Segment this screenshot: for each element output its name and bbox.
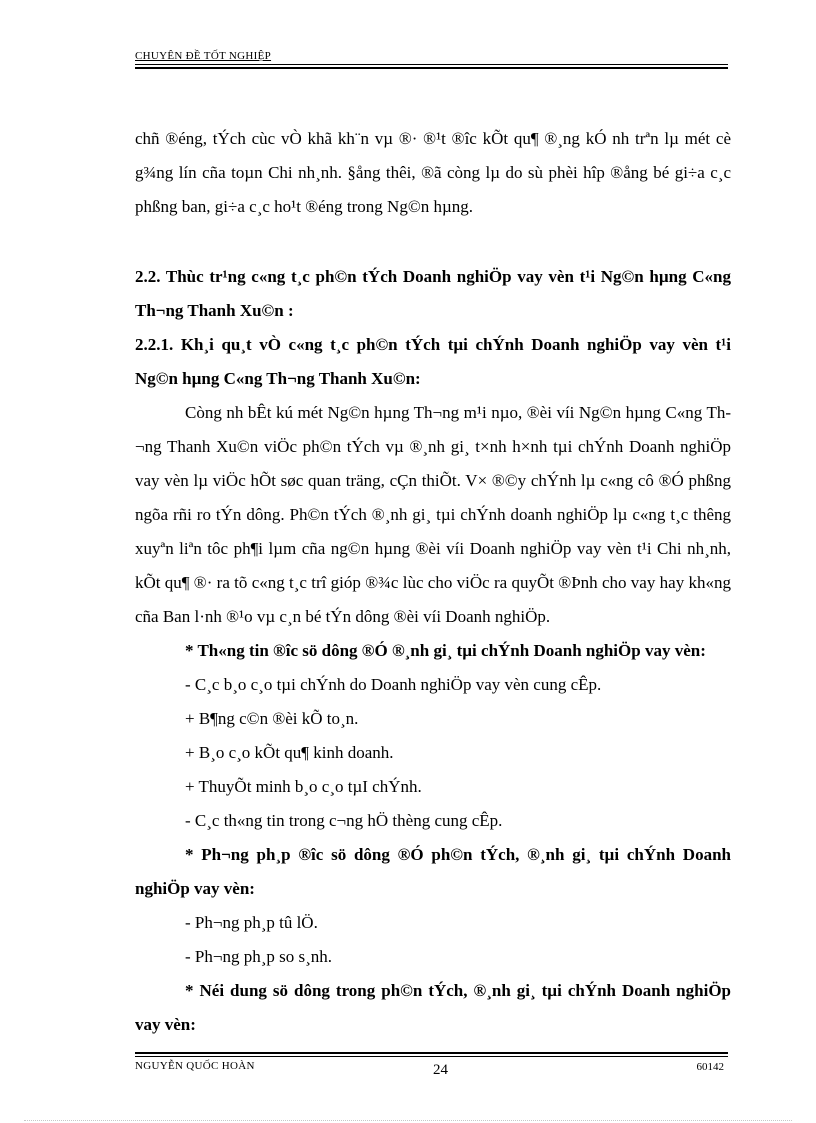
list-item: - C¸c th«ng tin trong c¬ng hÖ thèng cung cÊp. [185,811,503,830]
method-heading: * Ph¬ng ph¸p ®îc sö dông ®Ó ph©n tÝch, ®¸nh gi¸ tµi chÝnh Doanh nghiÖp vay vèn: [135,845,731,898]
list-item: + B¶ng c©n ®èi kÕ to¸n. [185,709,359,728]
page-header [135,50,727,62]
page-number: 24 [433,1062,448,1078]
header-rule-thick [135,67,728,69]
intro-paragraph: chñ ®éng, tÝch cùc vÒ khã kh¨n vµ ®· ®¹t ®îc kÕt qu¶ ®¸ng kÓ nh trªn lµ mét cè g¾ng lín cña toµn Chi nh¸nh. §ång thêi, ®ã còng lµ do sù phèi hîp ®ång bé gi÷a c¸c phßng ban, gi÷a c¸c ho¹t ®éng trong Ng©n hµng. [135,129,731,216]
list-item: - Ph¬ng ph¸p tû lÖ. [185,913,318,932]
document-body [135,122,731,1042]
list-item: + ThuyÕt minh b¸o c¸o tµI chÝnh. [185,777,422,796]
header-rule-thin [135,64,728,65]
list-item: - C¸c b¸o c¸o tµi chÝnh do Doanh nghiÖp vay vèn cung cÊp. [185,675,602,694]
page-edge-divider [24,1120,792,1121]
list-item: + B¸o c¸o kÕt qu¶ kinh doanh. [185,743,394,762]
list-item: - Ph¬ng ph¸p so s¸nh. [185,947,333,966]
footer-author: NGUYỄN QUỐC HOÀN [135,1060,255,1072]
content-heading: * Néi dung sö dông trong ph©n tÝch, ®¸nh gi¸ tµi chÝnh Doanh nghiÖp vay vèn: [135,981,731,1034]
body-paragraph: Còng nh bÊt kú mét Ng©n hµng Th¬ng m¹i nµo, ®èi víi Ng©n hµng C«ng Th¬ng Thanh Xu©n viÖc ph©n tÝch vµ ®¸nh gi¸ t×nh h×nh tµi chÝnh Doanh nghiÖp vay vèn lµ viÖc hÕt søc quan träng, cÇn thiÕt. V× ®©y chÝnh lµ c«ng cô ®Ó phßng ngõa rñi ro tÝn dông. Ph©n tÝch ®¸nh gi¸ tµi chÝnh doanh nghiÖp lµ c«ng t¸c thêng xuyªn liªn tôc ph¶i lµm cña ng©n hµng ®èi víi Doanh nghiÖp vay vèn t¹i Chi nh¸nh, kÕt qu¶ ®· ra tõ c«ng t¸c trî gióp ®¾c lùc cho viÖc ra quyÕt ®Þnh cho vay hay kh«ng cña Ban l·nh ®¹o vµ c¸n bé tÝn dông ®èi víi Doanh nghiÖp. [135,403,731,626]
subsection-heading: 2.2.1. Kh¸i qu¸t vÒ c«ng t¸c ph©n tÝch tµi chÝnh Doanh nghiÖp vay vèn t¹i Ng©n hµng C«ng Th¬ng Thanh Xu©n: [135,335,731,388]
footer-rule-thin [135,1056,728,1057]
info-heading: * Th«ng tin ®îc sö dông ®Ó ®¸nh gi¸ tµi chÝnh Doanh nghiÖp vay vèn: [185,641,706,660]
section-heading: 2.2. Thùc tr¹ng c«ng t¸c ph©n tÝch Doanh nghiÖp vay vèn t¹i Ng©n hµng C«ng Th¬ng Thanh Xu©n : [135,267,731,320]
footer-rule-thick [135,1052,728,1054]
student-id: 60142 [696,1061,724,1073]
header-title: CHUYÊN ĐỀ TỐT NGHIỆP [135,50,272,62]
page-footer [135,1058,727,1078]
